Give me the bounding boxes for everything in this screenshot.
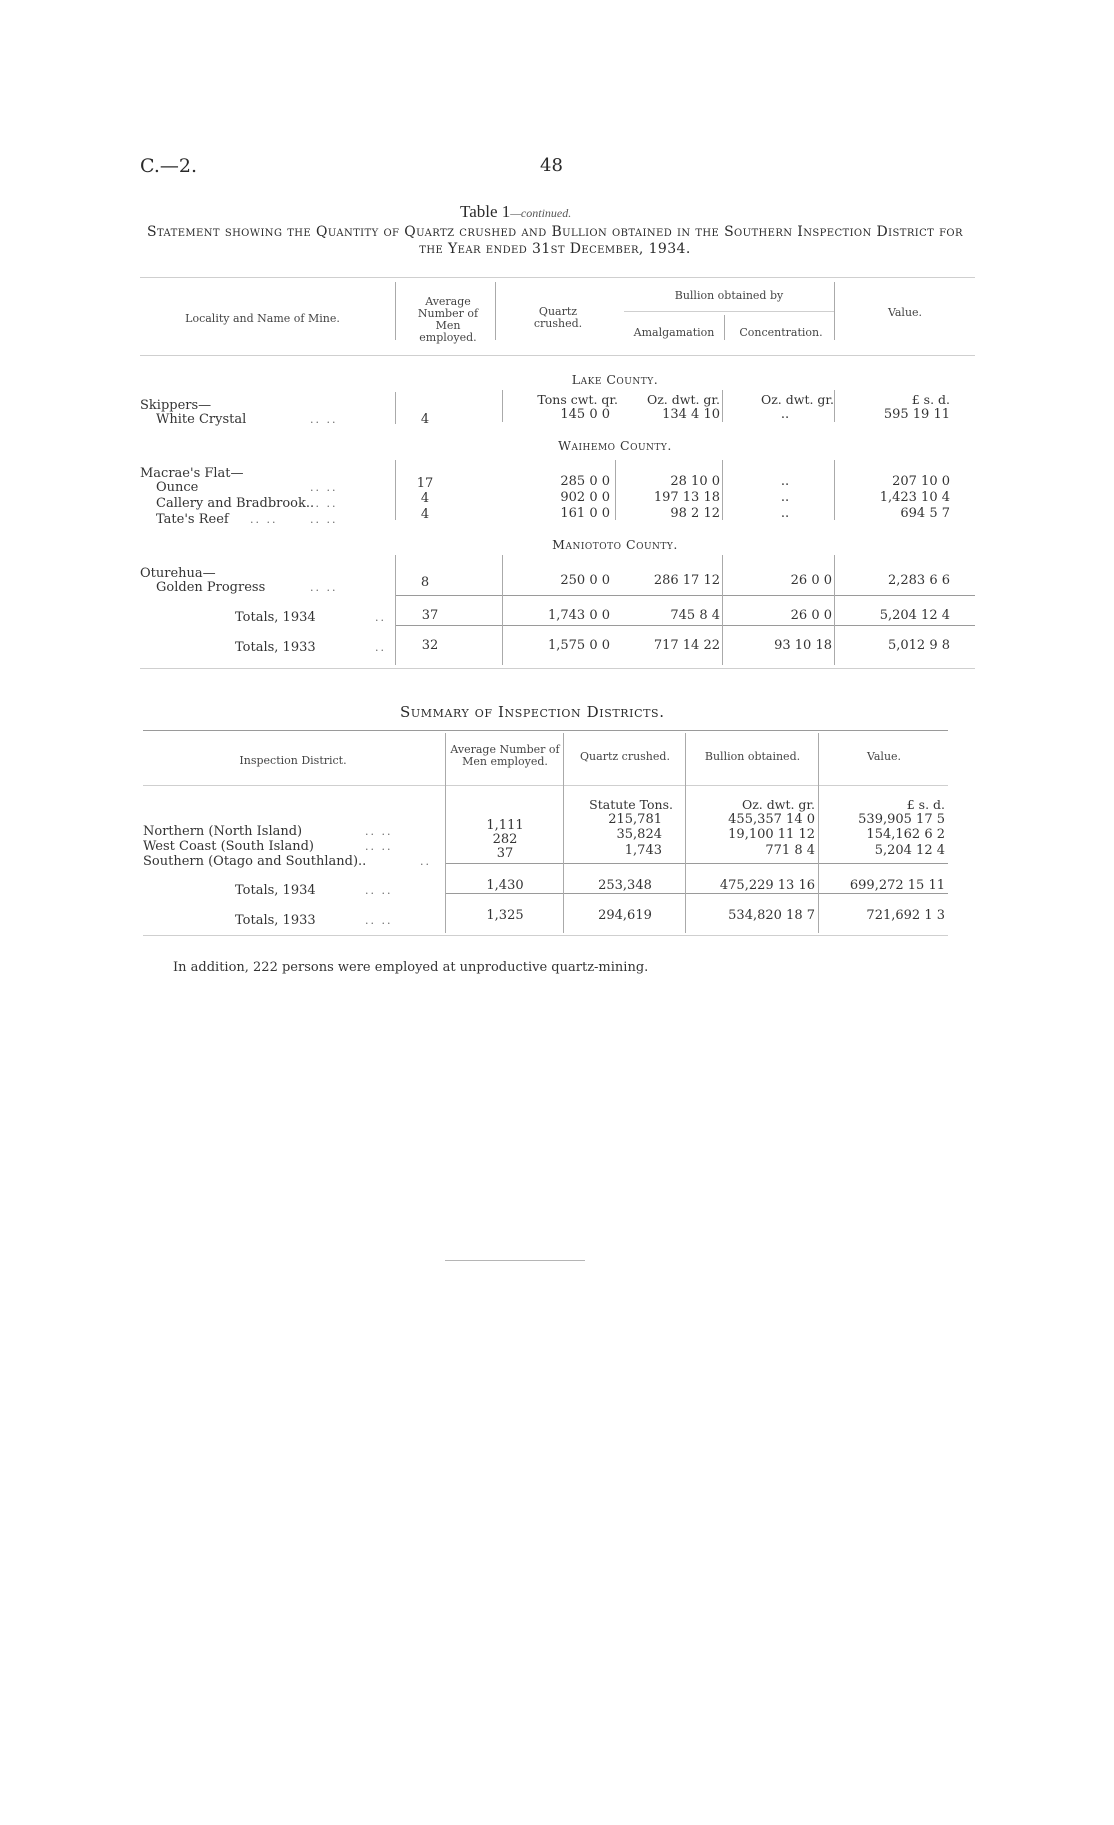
concentration-value: .. — [780, 506, 790, 521]
quartz-value: 285 0 0 — [560, 474, 610, 489]
men-value: 4 — [420, 491, 430, 506]
leader-dots: .. .. — [310, 581, 338, 594]
quartz-value: 902 0 0 — [560, 490, 610, 505]
col-divider — [722, 555, 723, 665]
leader-dots: .. — [375, 611, 386, 624]
totals-label: Totals, 1933 — [235, 640, 316, 655]
col-divider — [495, 282, 496, 340]
col-header-concentration: Concentration. — [739, 326, 823, 339]
col-divider — [395, 282, 396, 340]
table-title-continued: —continued. — [510, 206, 572, 220]
summary-value-amount: 154,162 6 2 — [866, 827, 945, 842]
summary-men-value: 37 — [496, 846, 514, 861]
summary-men-value: 1,111 — [486, 818, 524, 833]
table-header-bottom-rule — [140, 355, 975, 356]
men-value: 4 — [420, 507, 430, 522]
value-amount: 694 5 7 — [900, 506, 950, 521]
table-top-rule — [140, 277, 975, 278]
col-header-value: Value. — [887, 306, 923, 319]
summary-value-amount: 721,692 1 3 — [866, 908, 945, 923]
summary-col-bullion: Bullion obtained. — [704, 750, 801, 763]
quartz-value: 145 0 0 — [560, 407, 610, 422]
summary-totals-label: Totals, 1934 — [235, 883, 316, 898]
bullion-sub-rule — [624, 311, 834, 312]
footer-rule — [445, 1260, 585, 1261]
summary-bullion-value: 19,100 11 12 — [728, 827, 815, 842]
col-header-men: Average Number of Men employed. — [417, 295, 479, 344]
men-value: 17 — [416, 476, 434, 491]
col-header-locality: Locality and Name of Mine. — [185, 312, 340, 325]
leader-dots: .. .. — [310, 413, 338, 426]
value-amount: 1,423 10 4 — [879, 490, 950, 505]
concentration-value: 26 0 0 — [790, 573, 832, 588]
col-header-amalgamation: Amalgamation — [633, 326, 715, 339]
value-amount: 5,204 12 4 — [879, 608, 950, 623]
concentration-value: 26 0 0 — [790, 608, 832, 623]
value-amount: 595 19 11 — [883, 407, 950, 422]
summary-bullion-value: 455,357 14 0 — [728, 812, 815, 827]
locality-name: Skippers— — [140, 398, 212, 413]
leader-dots: .. .. — [365, 840, 393, 853]
value-amount: 2,283 6 6 — [887, 573, 950, 588]
leader-dots: .. .. — [365, 825, 393, 838]
mine-name: Golden Progress — [156, 580, 266, 595]
men-value: 4 — [420, 412, 430, 427]
quartz-value: 250 0 0 — [560, 573, 610, 588]
leader-dots: .. .. — [250, 513, 278, 526]
unit-amalgamation: Oz. dwt. gr. — [646, 392, 720, 407]
table-bottom-rule — [140, 668, 975, 669]
summary-value-amount: 5,204 12 4 — [874, 843, 945, 858]
leader-dots: .. .. — [310, 481, 338, 494]
men-value: 32 — [421, 638, 439, 653]
leader-dots: .. — [375, 641, 386, 654]
leader-dots: .. — [420, 855, 431, 868]
col-divider — [395, 460, 396, 520]
value-amount: 5,012 9 8 — [887, 638, 950, 653]
summary-district-name: West Coast (South Island) — [143, 839, 314, 854]
amalgamation-value: 98 2 12 — [670, 506, 720, 521]
mine-name: Callery and Bradbrook.. — [156, 496, 315, 511]
summary-unit-bullion: Oz. dwt. gr. — [741, 797, 815, 812]
col-divider — [722, 390, 723, 422]
summary-quartz-value: 1,743 — [624, 843, 662, 858]
table-title — [460, 202, 571, 222]
leader-dots: .. .. — [365, 884, 393, 897]
amalgamation-value: 197 13 18 — [653, 490, 720, 505]
summary-totals-1934-rule — [445, 863, 948, 864]
col-divider — [722, 460, 723, 520]
col-divider — [685, 733, 686, 933]
value-amount: 207 10 0 — [892, 474, 950, 489]
col-header-quartz: Quartz crushed. — [533, 305, 583, 330]
concentration-value: .. — [780, 407, 790, 422]
totals-1934-rule — [395, 595, 975, 596]
summary-men-value: 1,325 — [486, 908, 524, 923]
summary-col-value: Value. — [866, 750, 902, 763]
summary-top-rule — [143, 730, 948, 731]
amalgamation-value: 286 17 12 — [653, 573, 720, 588]
col-divider — [834, 390, 835, 422]
summary-bullion-value: 475,229 13 16 — [719, 878, 815, 893]
men-value: 8 — [420, 575, 430, 590]
col-header-bullion: Bullion obtained by — [674, 289, 784, 302]
mine-name: Ounce — [156, 480, 199, 495]
summary-quartz-value: 253,348 — [598, 878, 652, 893]
summary-bottom-rule — [143, 935, 948, 936]
amalgamation-value: 745 8 4 — [670, 608, 720, 623]
leader-dots: .. .. — [310, 497, 338, 510]
leader-dots: .. .. — [310, 513, 338, 526]
men-value: 37 — [421, 608, 439, 623]
county-heading: Lake County. — [571, 372, 659, 387]
mine-name: White Crystal — [156, 412, 247, 427]
mine-name: Tate's Reef — [156, 512, 229, 527]
summary-col-men: Average Number of Men employed. — [450, 743, 560, 768]
summary-totals-label: Totals, 1933 — [235, 913, 316, 928]
col-divider — [563, 733, 564, 933]
concentration-value: .. — [780, 490, 790, 505]
quartz-value: 1,575 0 0 — [547, 638, 610, 653]
summary-district-name: Southern (Otago and Southland).. — [143, 854, 367, 869]
summary-bullion-value: 534,820 18 7 — [728, 908, 815, 923]
footnote: In addition, 222 persons were employed at unproductive quartz-mining. — [173, 960, 649, 975]
amalgamation-value: 134 4 10 — [662, 407, 720, 422]
locality-name: Macrae's Flat— — [140, 466, 244, 481]
totals-label: Totals, 1934 — [235, 610, 316, 625]
table-title-text: Table 1 — [460, 202, 511, 221]
summary-quartz-value: 215,781 — [608, 812, 662, 827]
summary-district-name: Northern (North Island) — [143, 824, 303, 839]
col-divider — [834, 282, 835, 340]
summary-men-value: 1,430 — [486, 878, 524, 893]
summary-col-quartz: Quartz crushed. — [580, 750, 670, 763]
summary-unit-quartz: Statute Tons. — [589, 797, 673, 812]
amalgamation-value: 28 10 0 — [670, 474, 720, 489]
totals-1933-rule — [395, 625, 975, 626]
quartz-value: 1,743 0 0 — [547, 608, 610, 623]
concentration-value: .. — [780, 474, 790, 489]
col-divider — [818, 733, 819, 933]
concentration-value: 93 10 18 — [774, 638, 832, 653]
quartz-value: 161 0 0 — [560, 506, 610, 521]
county-heading: Maniototo County. — [552, 537, 678, 552]
locality-name: Oturehua— — [140, 566, 216, 581]
summary-men-value: 282 — [492, 832, 518, 847]
unit-value: £ s. d. — [911, 392, 950, 407]
summary-title: Summary of Inspection Districts. — [400, 703, 665, 721]
col-divider — [724, 315, 725, 340]
summary-bullion-value: 771 8 4 — [765, 843, 815, 858]
col-divider — [834, 460, 835, 520]
summary-unit-value: £ s. d. — [906, 797, 945, 812]
summary-totals-1933-rule — [445, 893, 948, 894]
summary-value-amount: 699,272 15 11 — [849, 878, 945, 893]
col-divider — [445, 733, 446, 933]
amalgamation-value: 717 14 22 — [653, 638, 720, 653]
summary-col-district: Inspection District. — [239, 754, 347, 767]
leader-dots: .. .. — [365, 914, 393, 927]
summary-value-amount: 539,905 17 5 — [858, 812, 945, 827]
unit-concentration: Oz. dwt. gr. — [760, 392, 834, 407]
summary-quartz-value: 294,619 — [598, 908, 652, 923]
table-heading: Statement showing the Quantity of Quartz crushed and Bullion obtained in the Southern Inspection District for the Year ended 31st December, 1934. — [147, 224, 963, 257]
col-divider — [834, 555, 835, 665]
col-divider — [395, 392, 396, 424]
page-number: 48 — [540, 155, 563, 176]
summary-header-bottom-rule — [143, 785, 948, 786]
col-divider — [395, 555, 396, 665]
county-heading: Waihemo County. — [558, 438, 672, 453]
unit-quartz: Tons cwt. qr. — [537, 392, 618, 407]
summary-quartz-value: 35,824 — [616, 827, 662, 842]
document-reference: C.—2. — [140, 155, 198, 177]
